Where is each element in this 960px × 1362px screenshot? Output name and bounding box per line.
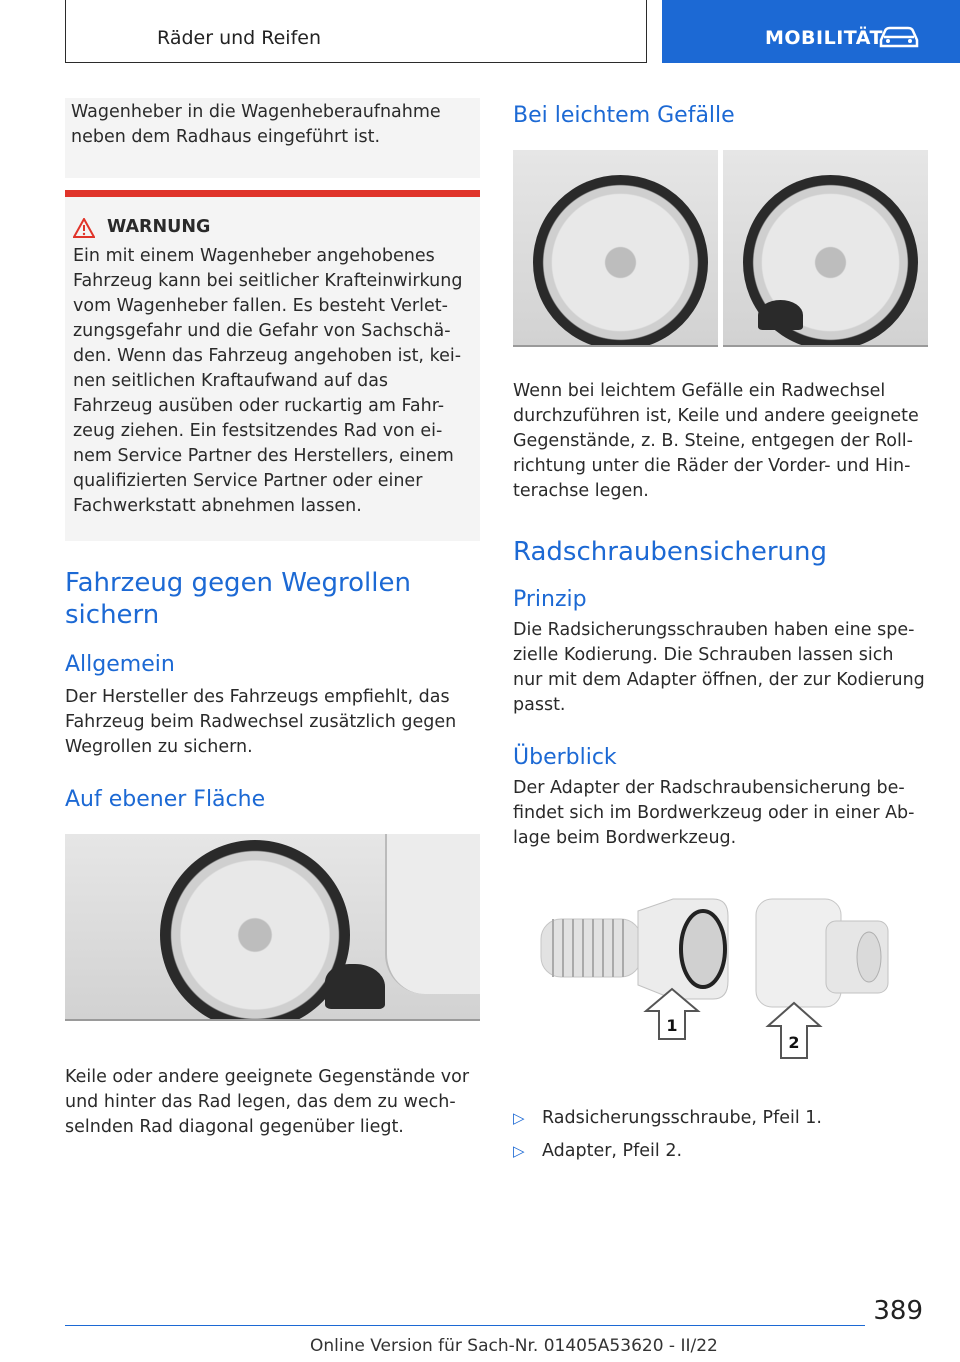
- overview-text: Der Adapter der Radschraubensicherung be- findet sich im Bordwerkzeug oder in einer Ab- lage beim Bordwerkzeug.: [513, 778, 915, 848]
- warning-header: [73, 215, 472, 240]
- heading-slope: Bei leichtem Gefälle: [513, 103, 735, 128]
- heading-principle: Prinzip: [513, 587, 587, 612]
- heading-lock: Radschraubensicherung: [513, 537, 828, 567]
- slope-text: Wenn bei leichtem Gefälle ein Radwechsel durchzuführen ist, Keile und andere geeignete Gegenstände, z. B. Steine, entgegen der Roll- richtung unter die Räder der Vorder- und Hin- terachse legen.: [513, 381, 919, 501]
- list-item: [513, 1106, 928, 1131]
- footer-divider: [65, 1325, 865, 1326]
- footer-text: Online Version für Sach-Nr. 01405A53620 - II/22: [310, 1336, 718, 1356]
- warning-box: [65, 190, 480, 541]
- intro-text: Wagenheber in die Wagenheberaufnahme neben dem Radhaus eingeführt ist.: [71, 102, 441, 147]
- list-item: [513, 1139, 928, 1164]
- heading-overview: Überblick: [513, 745, 617, 770]
- header-chapter-title: MOBILITÄT: [765, 27, 883, 49]
- principle-text: Die Radsicherungsschrauben haben eine spe- zielle Kodierung. Die Schrauben lassen sich nur mit dem Adapter öffnen, der zur Kodierung passt.: [513, 620, 925, 715]
- heading-general: Allgemein: [65, 652, 175, 677]
- triangle-bullet-icon: ▷: [513, 1142, 525, 1160]
- bullet-list: [513, 1106, 928, 1164]
- header-section-box: [65, 0, 647, 63]
- triangle-bullet-icon: ▷: [513, 1109, 525, 1127]
- flat-ground-wheel-image: [65, 834, 480, 1021]
- warning-icon: [73, 218, 95, 238]
- header-section-title: Räder und Reifen: [157, 27, 321, 49]
- warning-title: WARNUNG: [107, 217, 211, 237]
- car-icon: [877, 24, 921, 50]
- heading-main: Fahrzeug gegen Wegrollen sichern: [65, 568, 411, 630]
- lock-bolt-adapter-image: [513, 881, 928, 1076]
- bullet-text: Radsicherungsschraube, Pfeil 1.: [542, 1108, 822, 1128]
- heading-flat: Auf ebener Fläche: [65, 787, 266, 812]
- bolt-adapter-drawing: [513, 881, 928, 1076]
- bullet-text: Adapter, Pfeil 2.: [542, 1141, 683, 1161]
- arrow-2-label: 2: [788, 1033, 800, 1052]
- page-number: 389: [873, 1296, 923, 1326]
- general-text: Der Hersteller des Fahrzeugs empfiehlt, das Fahrzeug beim Radwechsel zusätzlich gegen Wegrollen zu sichern.: [65, 687, 457, 757]
- flat-text: Keile oder andere geeignete Gegenstände vor und hinter das Rad legen, das dem zu wech- selnden Rad diagonal gegenüber liegt.: [65, 1067, 470, 1137]
- slope-wheels-image: [513, 150, 928, 345]
- left-column: [65, 100, 480, 1140]
- arrow-1-label: 1: [666, 1016, 678, 1035]
- header-chapter-tab: [662, 0, 960, 63]
- warning-text: Ein mit einem Wagenheber angehobenes Fahrzeug kann bei seitlicher Krafteinwirkung vom Wagenheber fallen. Es besteht Verlet- zungsgefahr und die Gefahr von Sachschä- den. Wenn das Fahrzeug angehoben ist, kei- nen seitlichen Kraftaufwand auf das Fahrzeug ausüben oder ruckartig am Fahr- zeug ziehen. Ein festsitzendes Rad von ei- nem Service Partner des Herstellers, einem qualifizierten Service Partner oder einer Fachwerkstatt abnehmen lassen.: [73, 246, 463, 516]
- intro-box: [65, 98, 480, 178]
- right-column: [513, 100, 928, 1164]
